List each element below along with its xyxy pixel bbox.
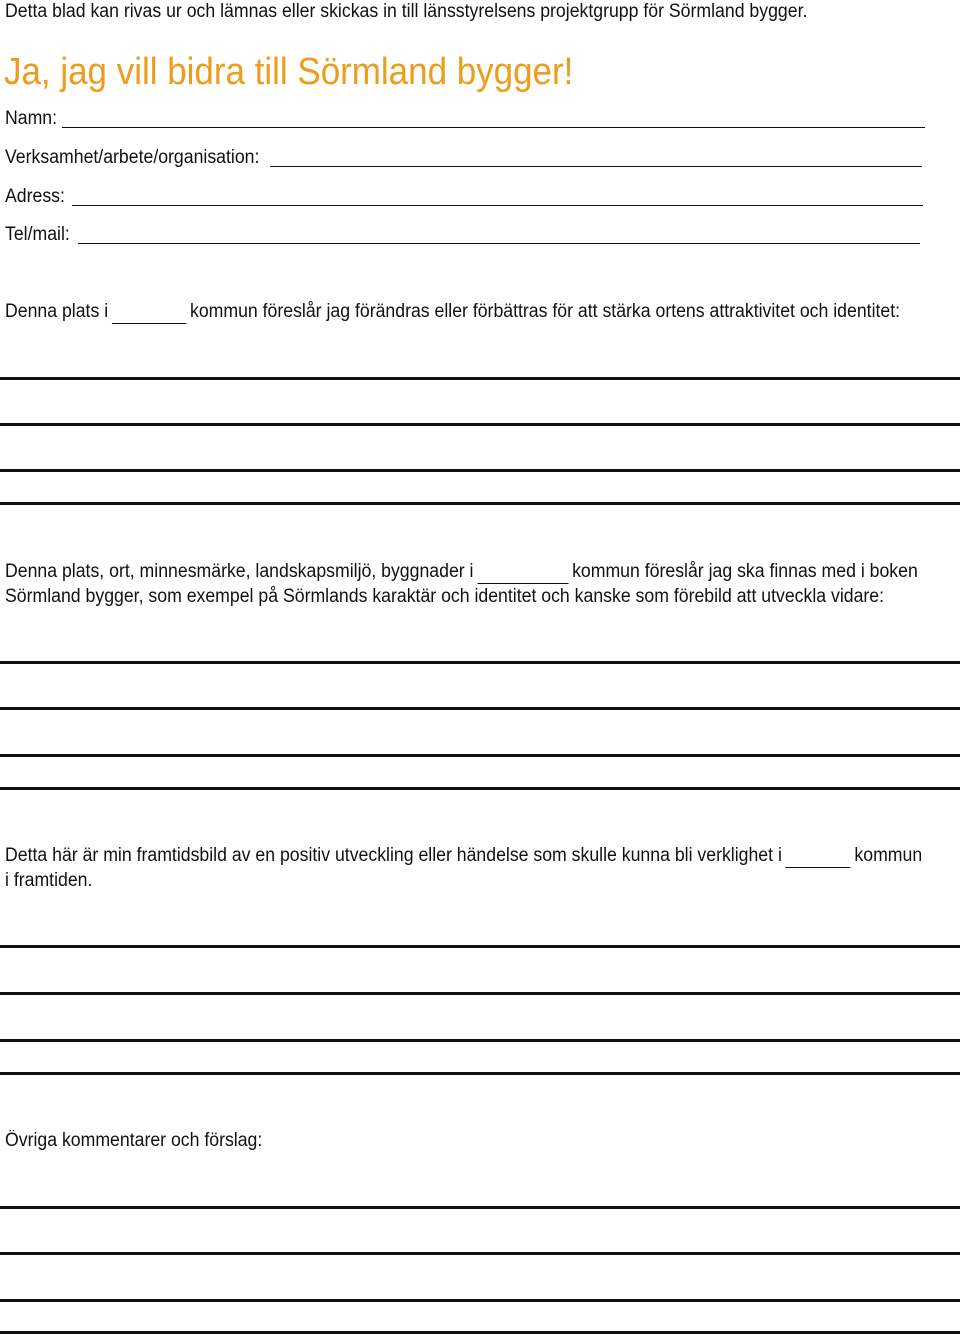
- section2-text-after: kommun föreslår jag ska finnas med i boken: [572, 561, 918, 582]
- section3-answer-line[interactable]: [0, 1072, 960, 1075]
- section3-kommun-blank[interactable]: [786, 849, 851, 868]
- section2-answer-line[interactable]: [0, 754, 960, 757]
- section1-answer-line[interactable]: [0, 502, 960, 505]
- organisation-label: Verksamhet/arbete/organisation:: [5, 147, 260, 168]
- section1-kommun-blank[interactable]: [112, 305, 186, 324]
- address-field[interactable]: [72, 205, 923, 206]
- section3-text-line2: i framtiden.: [5, 870, 93, 891]
- contact-field[interactable]: [78, 243, 920, 244]
- section4-answer-line[interactable]: [0, 1252, 960, 1255]
- section3-prompt: [5, 843, 922, 893]
- section2-kommun-blank[interactable]: [477, 565, 568, 584]
- section3-text-before: Detta här är min framtidsbild av en positiv utveckling eller händelse som skulle kunna bli verklighet i: [5, 845, 782, 866]
- section4-answer-line[interactable]: [0, 1299, 960, 1302]
- intro-text: Detta blad kan rivas ur och lämnas eller skickas in till länsstyrelsens projektgrupp för Sörmland bygger.: [5, 1, 808, 22]
- contact-label: Tel/mail:: [5, 224, 70, 245]
- section4-answer-line[interactable]: [0, 1206, 960, 1209]
- section2-answer-line[interactable]: [0, 707, 960, 710]
- section1-prompt: [5, 299, 900, 324]
- address-label: Adress:: [5, 186, 65, 207]
- name-field[interactable]: [62, 127, 925, 128]
- section2-text-line2: Sörmland bygger, som exempel på Sörmlands karaktär och identitet och kanske som förebild att utveckla vidare:: [5, 586, 885, 607]
- section3-answer-line[interactable]: [0, 1039, 960, 1042]
- section1-answer-line[interactable]: [0, 423, 960, 426]
- section2-text-before: Denna plats, ort, minnesmärke, landskapsmiljö, byggnader i: [5, 561, 474, 582]
- section1-text-before: Denna plats i: [5, 301, 109, 322]
- section1-text-after: kommun föreslår jag förändras eller förbättras för att stärka ortens attraktivitet och identitet:: [189, 301, 901, 322]
- organisation-field[interactable]: [270, 166, 922, 167]
- name-label: Namn:: [5, 108, 58, 129]
- section3-answer-line[interactable]: [0, 992, 960, 995]
- section4-answer-line[interactable]: [0, 1331, 960, 1334]
- section2-prompt: [5, 559, 918, 609]
- section2-answer-line[interactable]: [0, 661, 960, 664]
- section3-text-after: kommun: [854, 845, 923, 866]
- section1-answer-line[interactable]: [0, 469, 960, 472]
- section1-answer-line[interactable]: [0, 377, 960, 380]
- section4-prompt: Övriga kommentarer och förslag:: [5, 1130, 263, 1151]
- section3-answer-line[interactable]: [0, 945, 960, 948]
- page-title: Ja, jag vill bidra till Sörmland bygger!: [4, 51, 574, 93]
- section2-answer-line[interactable]: [0, 787, 960, 790]
